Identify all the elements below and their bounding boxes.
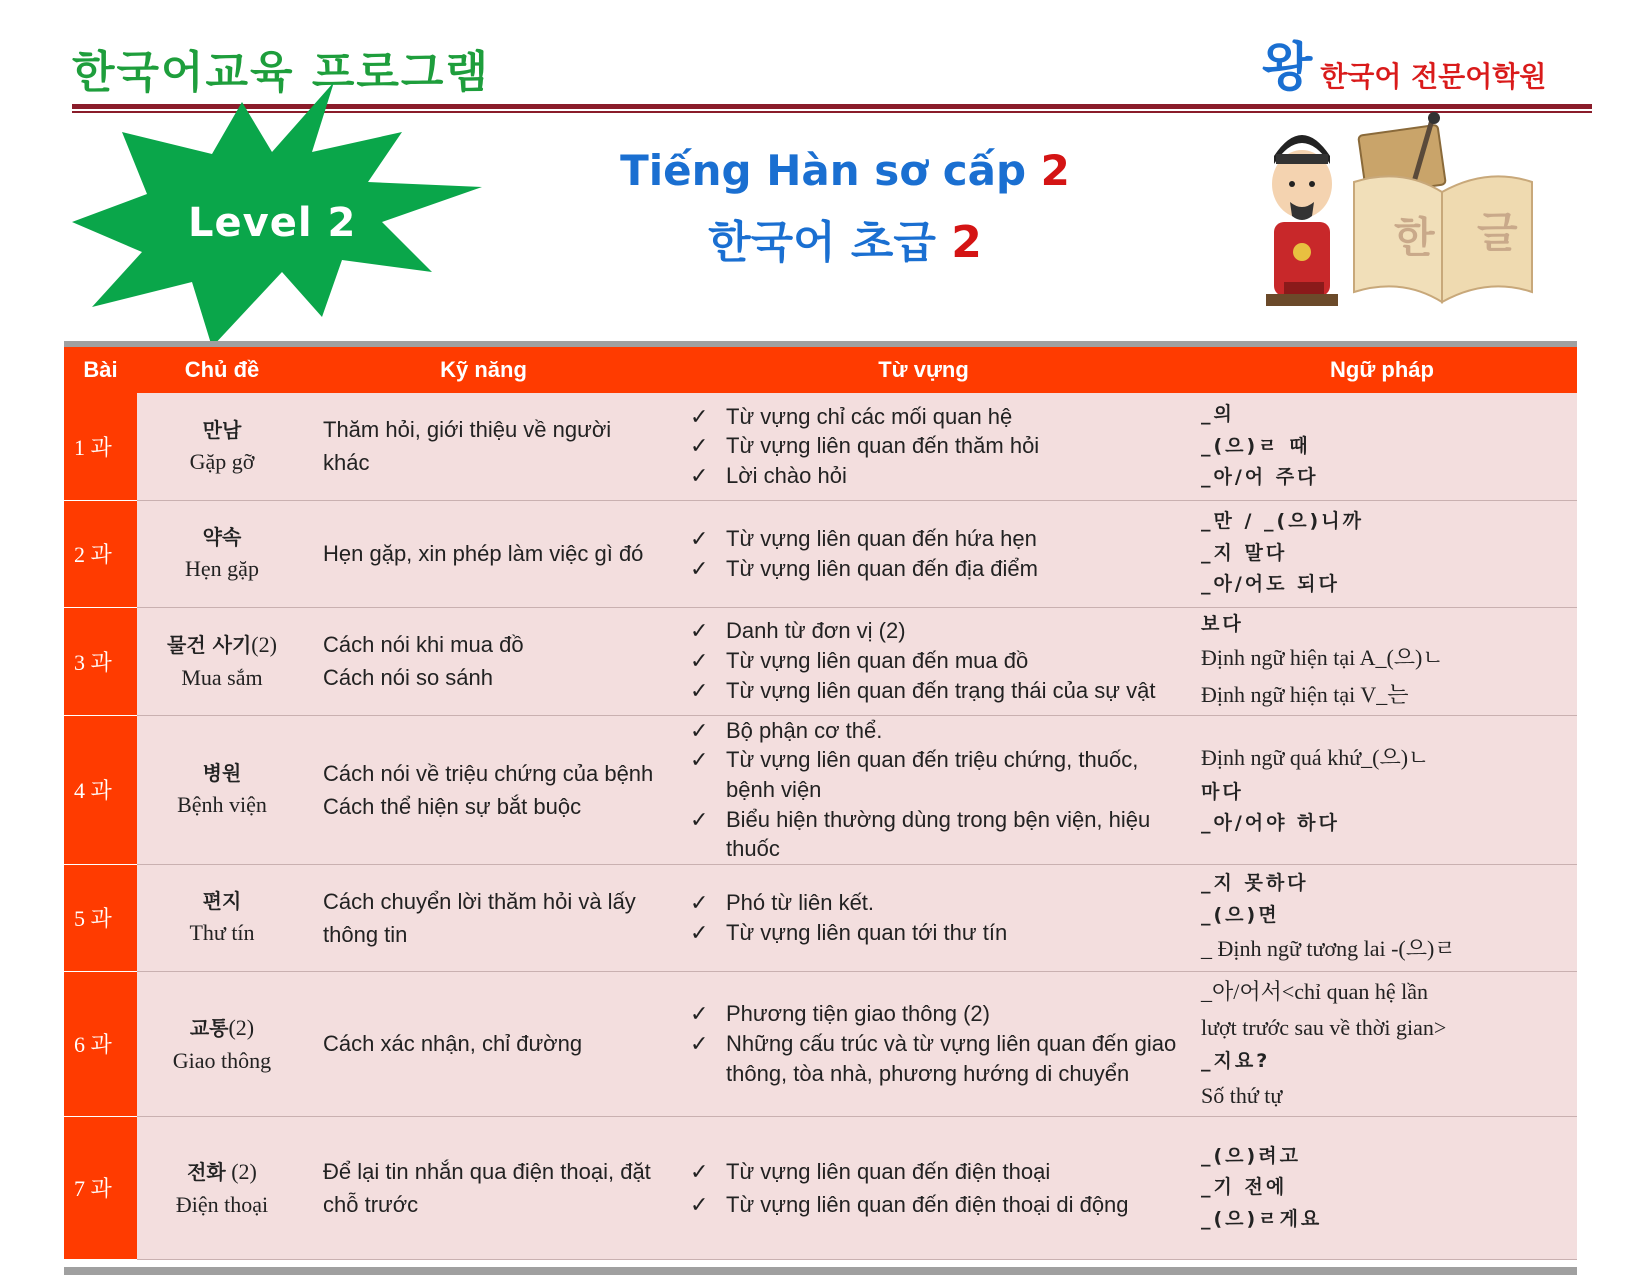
vocab-cell — [660, 715, 1187, 864]
topic-cell — [137, 500, 307, 607]
topic-ko-suffix: (2) — [228, 1014, 255, 1040]
vocab-item — [690, 888, 1187, 918]
vocab-item — [690, 1029, 1187, 1088]
check-icon: ✓ — [690, 525, 709, 551]
grammar-item: _기 전에 — [1201, 1176, 1288, 1199]
skill-item: Cách nói khi mua đồ — [323, 632, 524, 657]
vocab-text: Những cấu trúc và từ vựng liên quan đến giao thông, tòa nhà, phương hướng di chuyển — [726, 1031, 1177, 1086]
table-row — [64, 715, 1577, 864]
vocab-item — [690, 1155, 1187, 1188]
program-title: 한국어교육 프로그램 — [72, 47, 490, 98]
check-icon: ✓ — [690, 919, 709, 945]
vocab-item — [690, 431, 1187, 461]
check-icon: ✓ — [690, 463, 709, 489]
topic-ko: 병원 — [202, 761, 242, 786]
skills-cell — [307, 393, 660, 500]
grammar-item: _의 — [1201, 403, 1235, 426]
vocab-text: Phương tiện giao thông (2) — [726, 1001, 990, 1027]
grammar-cell — [1187, 715, 1577, 864]
vocab-text: Từ vựng liên quan đến mua đồ — [726, 648, 1029, 674]
vocab-item — [690, 646, 1187, 676]
topic-ko-line — [137, 1155, 307, 1188]
topic-ko: 교통 — [189, 1015, 229, 1040]
lesson-number: 6 과 — [64, 971, 137, 1116]
vocab-cell — [660, 1116, 1187, 1259]
lesson-number: 4 과 — [64, 715, 137, 864]
vocab-item — [690, 402, 1187, 432]
table-row — [64, 971, 1577, 1116]
vocab-text: Từ vựng liên quan đến địa điểm — [726, 555, 1038, 581]
topic-vi: Hẹn gặp — [185, 556, 259, 581]
vocab-text: Từ vựng liên quan tới thư tín — [726, 919, 1008, 945]
grammar-item: _지요? — [1201, 1050, 1271, 1073]
grammar-cell — [1187, 393, 1577, 500]
topic-cell — [137, 864, 307, 971]
vocab-text: Từ vựng chỉ các mối quan hệ — [726, 403, 1013, 429]
skill-item: Cách thể hiện sự bắt buộc — [323, 793, 582, 819]
vocab-item — [690, 999, 1187, 1029]
skills-cell — [307, 715, 660, 864]
grammar-item: 보다 — [1201, 613, 1244, 636]
table-row — [64, 1116, 1577, 1259]
check-icon: ✓ — [690, 555, 709, 581]
check-icon: ✓ — [690, 403, 709, 429]
grammar-item: _아/어도 되다 — [1201, 573, 1340, 596]
vocab-text: Từ vựng liên quan đến hứa hẹn — [726, 525, 1037, 551]
skill-item: chỗ trước — [323, 1191, 419, 1217]
topic-cell — [137, 971, 307, 1116]
check-icon: ✓ — [690, 806, 709, 832]
grammar-item: _(으)면 — [1201, 903, 1280, 926]
skill-item: Cách xác nhận, chỉ đường — [323, 1031, 583, 1057]
vocab-item — [690, 1188, 1187, 1221]
topic-ko-line — [137, 1011, 307, 1044]
topic-cell — [137, 607, 307, 715]
vocab-cell — [660, 607, 1187, 715]
topic-ko: 약속 — [202, 525, 242, 549]
check-icon: ✓ — [690, 648, 709, 674]
skill-item: Cách nói về triệu chứng của bệnh — [323, 760, 654, 786]
topic-vi: Giao thông — [172, 1047, 272, 1073]
table-header-row — [64, 347, 1577, 393]
vocab-item — [690, 461, 1187, 491]
vocab-text: Từ vựng liên quan đến trạng thái của sự vật — [726, 677, 1156, 703]
grammar-cell — [1187, 607, 1577, 715]
vocab-text: Biểu hiện thường dùng trong bện viện, hiệu thuốc — [726, 806, 1151, 862]
vocab-text: Lời chào hỏi — [726, 463, 847, 489]
grammar-item: _만 / _(으)니까 — [1201, 510, 1364, 533]
table-row — [64, 393, 1577, 500]
table-row — [64, 864, 1577, 971]
check-icon: ✓ — [690, 1158, 709, 1184]
topic-ko: 만남 — [202, 417, 242, 442]
topic-cell — [137, 393, 307, 500]
topic-ko-line — [137, 628, 307, 661]
check-icon: ✓ — [690, 1001, 709, 1027]
check-icon: ✓ — [690, 1191, 709, 1217]
art-label-2: 글 — [1477, 208, 1518, 257]
vocab-item — [690, 676, 1187, 706]
grammar-item: Định ngữ quá khứ_(으)ㄴ — [1201, 745, 1430, 771]
topic-vi: Điện thoại — [175, 1191, 269, 1217]
lesson-number: 1 과 — [64, 393, 137, 500]
lesson-number: 7 과 — [64, 1116, 137, 1259]
course-title-ko-text: 한국어 초급 — [708, 217, 936, 268]
skill-item: thông tin — [323, 921, 408, 947]
topic-ko: 전화 — [187, 1159, 226, 1184]
skills-cell — [307, 971, 660, 1116]
lesson-number: 5 과 — [64, 864, 137, 971]
lesson-number: 2 과 — [64, 500, 137, 607]
vocab-cell — [660, 500, 1187, 607]
topic-vi: Bệnh viện — [177, 792, 267, 818]
course-title-vi-number: 2 — [1040, 146, 1070, 195]
vocab-cell — [660, 971, 1187, 1116]
curriculum-table — [64, 347, 1577, 1260]
vocab-text: Danh từ đơn vị (2) — [726, 618, 906, 644]
grammar-item: lượt trước sau về thời gian> — [1201, 1015, 1447, 1041]
grammar-item: _아/어서<chỉ quan hệ lần — [1201, 978, 1429, 1004]
grammar-item: _아/어 주다 — [1201, 465, 1319, 488]
vocab-item — [690, 716, 1187, 746]
vocab-text: Từ vựng liên quan đến thăm hỏi — [726, 433, 1040, 459]
vocab-text: Từ vựng liên quan đến triệu chứng, thuốc, bệnh viện — [726, 747, 1139, 802]
grammar-item: _ Định ngữ tương lai -(으)ㄹ — [1201, 936, 1456, 962]
vocab-cell — [660, 393, 1187, 500]
grammar-item: _아/어야 하다 — [1201, 811, 1340, 834]
vocab-text: Phó từ liên kết. — [726, 890, 875, 916]
col-header-vocab: Từ vựng — [660, 347, 1187, 393]
grammar-item: 마다 — [1201, 780, 1244, 803]
school-name: 한국어 전문어학원 — [1320, 60, 1547, 94]
vocab-item — [690, 616, 1187, 646]
grammar-cell — [1187, 500, 1577, 607]
topic-vi: Thư tín — [189, 920, 255, 946]
col-header-topic: Chủ đề — [137, 347, 307, 393]
vocab-text: Từ vựng liên quan đến điện thoại — [726, 1158, 1051, 1184]
school-mark: 왕 — [1262, 38, 1313, 98]
topic-cell — [137, 715, 307, 864]
grammar-item: Định ngữ hiện tại V_는 — [1201, 681, 1409, 707]
vocab-item — [690, 805, 1187, 864]
table-row — [64, 500, 1577, 607]
table-bottom-border — [64, 1267, 1577, 1275]
check-icon: ✓ — [690, 747, 709, 773]
grammar-cell — [1187, 971, 1577, 1116]
skills-cell — [307, 607, 660, 715]
course-title-vi-text: Tiếng Hàn sơ cấp — [620, 146, 1027, 195]
skill-item: Cách chuyển lời thăm hỏi và lấy — [323, 888, 636, 914]
skill-item: Cách nói so sánh — [323, 665, 493, 690]
vocab-item — [690, 918, 1187, 948]
skills-cell — [307, 500, 660, 607]
school-logo — [1262, 34, 1547, 98]
king-book-illustration — [1262, 112, 1542, 322]
topic-cell — [137, 1116, 307, 1259]
check-icon: ✓ — [690, 618, 709, 644]
grammar-cell — [1187, 864, 1577, 971]
topic-ko: 편지 — [202, 889, 242, 914]
skills-cell — [307, 864, 660, 971]
grammar-item: Định ngữ hiện tại A_(으)ㄴ — [1201, 645, 1444, 671]
topic-ko-suffix: (2) — [251, 632, 277, 657]
topic-ko-suffix: (2) — [225, 1158, 257, 1184]
vocab-text: Bộ phận cơ thể. — [726, 717, 883, 743]
grammar-cell — [1187, 1116, 1577, 1259]
lesson-number: 3 과 — [64, 607, 137, 715]
grammar-item: _지 말다 — [1201, 541, 1288, 564]
col-header-grammar: Ngữ pháp — [1187, 347, 1577, 393]
course-title-ko-number: 2 — [951, 217, 982, 268]
skill-item: Thăm hỏi, giới thiệu về người khác — [323, 417, 612, 476]
skills-cell — [307, 1116, 660, 1259]
topic-ko: 물건 사기 — [167, 633, 252, 657]
grammar-item: _(으)려고 — [1201, 1144, 1301, 1167]
skill-item: Hẹn gặp, xin phép làm việc gì đó — [323, 541, 644, 566]
table-row — [64, 607, 1577, 715]
grammar-item: _지 못하다 — [1201, 872, 1309, 895]
check-icon: ✓ — [690, 717, 709, 743]
vocab-text: Từ vựng liên quan đến điện thoại di động — [726, 1191, 1129, 1217]
check-icon: ✓ — [690, 433, 709, 459]
vocab-item — [690, 745, 1187, 804]
grammar-item: _(으)ㄹ 때 — [1201, 434, 1311, 457]
col-header-lesson: Bài — [64, 347, 137, 393]
level-badge-text: Level 2 — [188, 200, 357, 246]
topic-vi: Gặp gỡ — [189, 448, 255, 474]
check-icon: ✓ — [690, 890, 709, 916]
check-icon: ✓ — [690, 1031, 709, 1057]
skill-item: Để lại tin nhắn qua điện thoại, đặt — [323, 1158, 651, 1184]
col-header-skills: Kỹ năng — [307, 347, 660, 393]
topic-vi: Mua sắm — [181, 665, 263, 690]
grammar-item: _(으)ㄹ게요 — [1201, 1207, 1323, 1230]
vocab-cell — [660, 864, 1187, 971]
art-label-1: 한 — [1394, 213, 1435, 262]
check-icon: ✓ — [690, 677, 709, 703]
vocab-item — [690, 554, 1187, 584]
grammar-item: Số thứ tự — [1201, 1082, 1283, 1108]
vocab-item — [690, 524, 1187, 554]
